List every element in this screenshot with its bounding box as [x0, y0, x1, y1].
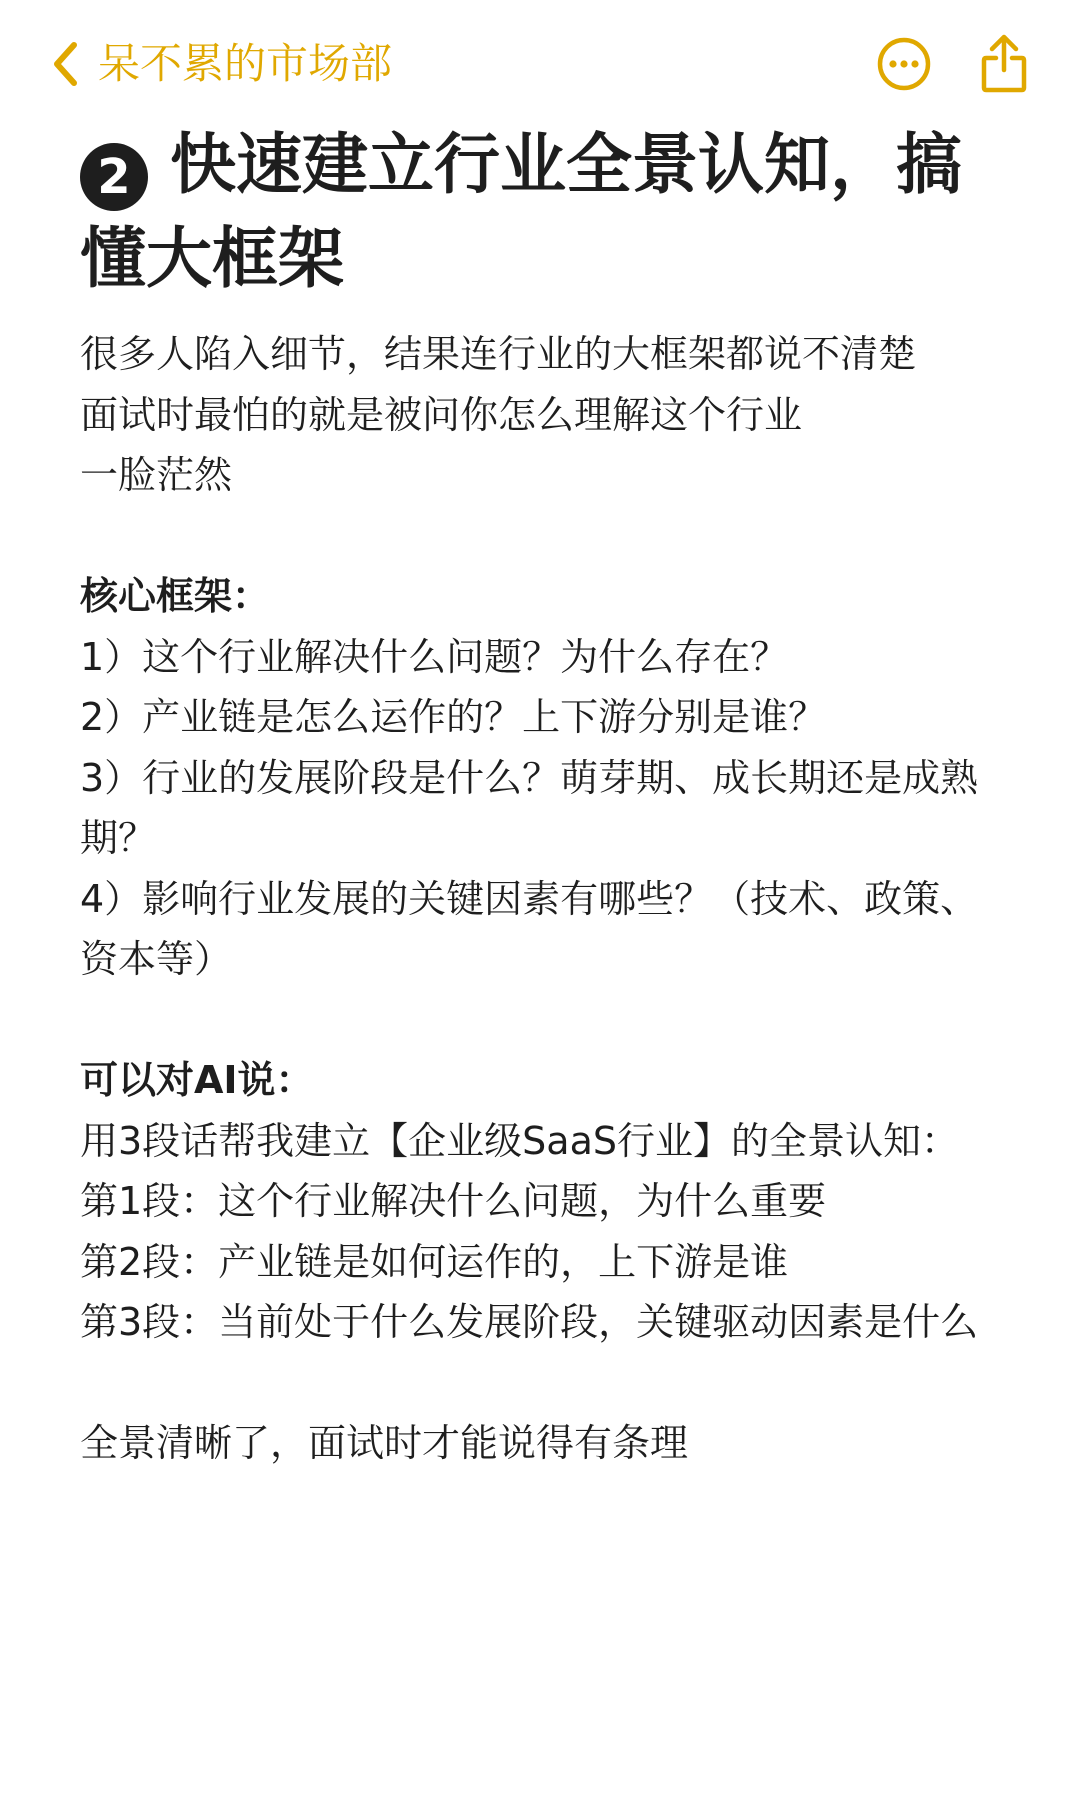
blank-line — [80, 1353, 1000, 1414]
prompt-line: 用3段话帮我建立【企业级SaaS行业】的全景认知： — [80, 1118, 959, 1163]
framework-item: 2）产业链是怎么运作的？上下游分别是谁？ — [80, 695, 827, 739]
back-button[interactable] — [52, 34, 392, 94]
note-content[interactable] — [80, 118, 1000, 1474]
section-heading-core-framework: 核心框架： — [80, 574, 271, 618]
share-icon — [980, 34, 1028, 98]
prompt-line: 第3段：当前处于什么发展阶段，关键驱动因素是什么 — [80, 1300, 979, 1344]
framework-item: 1）这个行业解决什么问题？为什么存在？ — [80, 634, 789, 679]
ellipsis-circle-icon — [876, 36, 932, 96]
share-button[interactable] — [972, 34, 1036, 98]
chevron-left-icon — [52, 41, 78, 87]
prompt-line: 第2段：产业链是如何运作的，上下游是谁 — [80, 1239, 789, 1284]
intro-line: 面试时最怕的就是被问你怎么理解这个行业 — [80, 392, 803, 437]
back-button-label: 呆不累的市场部 — [98, 39, 393, 88]
section-heading-ai-prompt: 可以对AI说： — [80, 1058, 314, 1102]
blank-line — [80, 990, 1000, 1051]
framework-item: 4）影响行业发展的关键因素有哪些？（技术、政策、资本等） — [80, 876, 979, 981]
framework-item: 3）行业的发展阶段是什么？萌芽期、成长期还是成熟期？ — [80, 755, 979, 860]
intro-line: 很多人陷入细节，结果连行业的大框架都说不清楚 — [80, 332, 917, 376]
navigation-bar — [0, 0, 1080, 128]
more-options-button[interactable] — [872, 34, 936, 98]
intro-line: 一脸茫然 — [80, 453, 233, 497]
closing-line: 全景清晰了，面试时才能说得有条理 — [80, 1421, 689, 1465]
note-body — [80, 324, 1000, 1474]
note-title — [80, 118, 1000, 306]
blank-line — [80, 506, 1000, 567]
prompt-line: 第1段：这个行业解决什么问题，为什么重要 — [80, 1179, 827, 1223]
note-title-text: 快速建立行业全景认知，搞懂大框架 — [80, 126, 962, 297]
number-badge: 2 — [80, 143, 148, 211]
